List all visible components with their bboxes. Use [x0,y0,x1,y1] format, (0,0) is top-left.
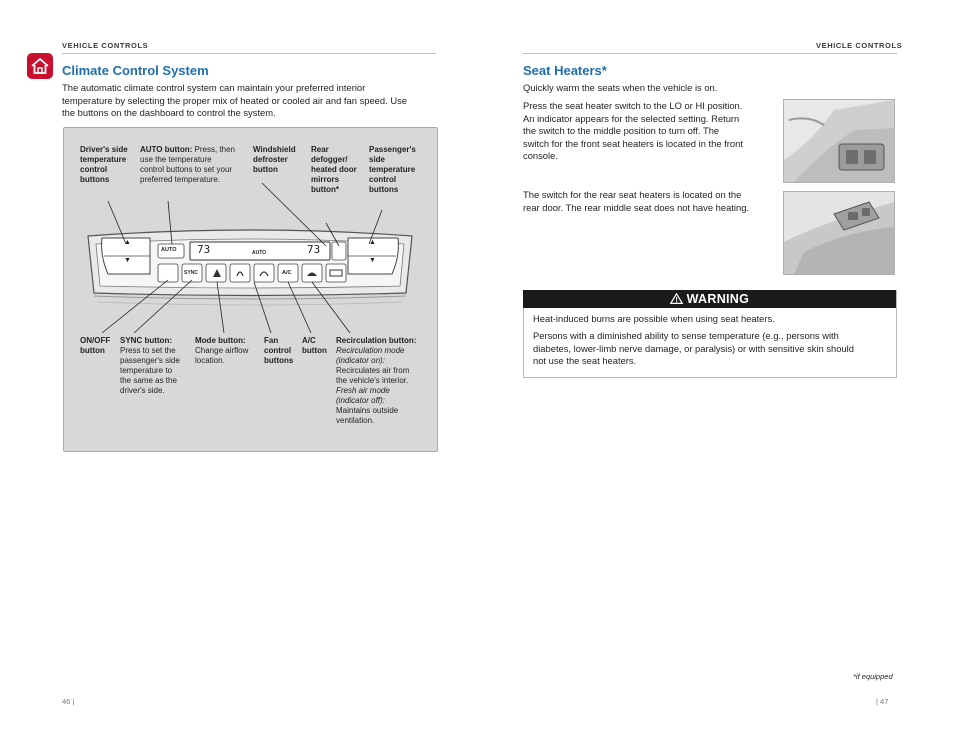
warning-text-line: diabetes, lower-limb nerve damage, or paralysis) or with sensitive skin should [533,342,854,354]
para-line: An indicator appears for the selected setting. Return [523,112,740,124]
label-line: Fan [264,336,279,345]
label-line: button [80,346,105,355]
label-title: Mode button: [195,336,246,345]
seat-para-3 [523,189,773,214]
label-line: passenger's side [120,356,180,365]
label-line: Driver's side [80,145,128,154]
seat-para-2 [523,100,773,163]
label-line: temperature to [120,366,173,375]
label-line: Press, then [194,145,235,154]
label-line: button [302,346,327,355]
seat-para-1: Quickly warm the seats when the vehicle is on. [523,82,718,93]
label-rear-defogger [311,145,357,195]
label-auto-button [140,145,250,185]
left-page-number: 46 | [62,697,75,706]
label-line: mirrors [311,175,340,184]
label-line: Maintains outside [336,406,399,415]
right-page-header: VEHICLE CONTROLS [816,41,903,50]
climate-diagram [63,127,438,452]
warning-header [523,290,896,308]
label-line: buttons [264,356,294,365]
ac-button[interactable]: A/C [282,270,292,276]
label-line: the same as the [120,376,177,385]
sync-button[interactable]: SYNC [184,270,198,276]
label-line: temperature [369,165,416,174]
auto-button[interactable]: AUTO [161,247,177,253]
intro-line: The automatic climate control system can maintain your preferred interior [62,82,366,93]
label-windshield [253,145,296,175]
warning-icon [670,292,687,306]
label-line: Windshield [253,145,296,154]
display-temp-right: 73 [307,243,321,256]
label-recirculation [336,336,436,426]
display-temp-left: 73 [197,243,211,256]
label-title: Recirculation button: [336,336,417,345]
label-line: control [80,165,108,174]
label-line: (indicator off): [336,396,385,405]
label-line: Rear [311,145,329,154]
label-line: A/C [302,336,316,345]
label-line: control [369,175,397,184]
label-line: driver's side. [120,386,165,395]
label-sync [120,336,180,396]
climate-intro [62,82,442,120]
para-line: switch for the front seat heaters is located in the front [523,137,743,149]
label-fan [264,336,293,366]
label-title: SYNC button: [120,336,172,345]
label-line: the vehicle's interior. [336,376,409,385]
left-header-rule [62,53,436,54]
temp-up-left[interactable]: ▲ [124,239,131,246]
right-header-rule [523,53,897,54]
para-line: The switch for the rear seat heaters is located on the [523,189,742,200]
label-line: (indicator on): [336,356,385,365]
label-line: temperature [80,155,127,164]
label-line: Passenger's [369,145,416,154]
label-line: Fresh air mode [336,386,390,395]
front-console-switch-photo [783,99,895,183]
label-line: Recirculation mode [336,346,405,355]
left-page-header: VEHICLE CONTROLS [62,41,149,50]
label-line: defogger/ [311,155,348,164]
para-line: rear door. The rear middle seat does not have heating. [523,201,750,213]
right-page-number: | 47 [876,697,889,706]
label-onoff [80,336,110,356]
label-line: control buttons to set your [140,165,233,174]
label-ac [302,336,327,356]
para-line: console. [523,150,558,162]
label-line: use the temperature [140,155,212,164]
para-line: Press the seat heater switch to the LO or HI position. [523,100,743,111]
label-line: buttons [80,175,110,184]
label-title: AUTO button: [140,145,193,154]
temp-down-right[interactable]: ▼ [369,257,376,264]
climate-section-title: Climate Control System [62,63,209,78]
temp-up-right[interactable]: ▲ [369,239,376,246]
label-line: button* [311,185,339,194]
warning-line-2 [533,330,888,368]
label-driver-temp [80,145,128,185]
temp-down-left[interactable]: ▼ [124,257,131,264]
label-line: side [369,155,386,164]
label-line: Change airflow [195,346,249,355]
label-line: button [253,165,278,174]
seat-heaters-title: Seat Heaters* [523,63,607,78]
rear-door-switch-photo [783,191,895,275]
warning-line-1: Heat-induced burns are possible when using seat heaters. [533,313,775,324]
label-line: location. [195,356,225,365]
intro-line: the buttons on the dashboard to control the system. [62,107,276,119]
label-line: buttons [369,185,399,194]
warning-title: WARNING [686,292,750,306]
warning-text-line: Persons with a diminished ability to sense temperature (e.g., persons with [533,330,839,341]
footnote: *if equipped [853,672,893,681]
home-icon[interactable] [27,53,53,79]
label-line: Press to set the [120,346,176,355]
label-line: control [264,346,292,355]
label-line: Recirculates air from [336,366,410,375]
intro-line: temperature by selecting the proper mix of heated or cooled air and fan speed. Use [62,94,407,106]
label-line: defroster [253,155,288,164]
para-line: the switch to the middle position to turn off. The [523,125,720,137]
label-line: ON/OFF [80,336,111,345]
label-line: heated door [311,165,357,174]
label-passenger-temp [369,145,416,195]
label-line: ventilation. [336,416,375,425]
display-mode: AUTO [252,250,267,256]
warning-text-line: not use the seat heaters. [533,355,637,367]
label-mode [195,336,248,366]
label-line: preferred temperature. [140,175,221,184]
